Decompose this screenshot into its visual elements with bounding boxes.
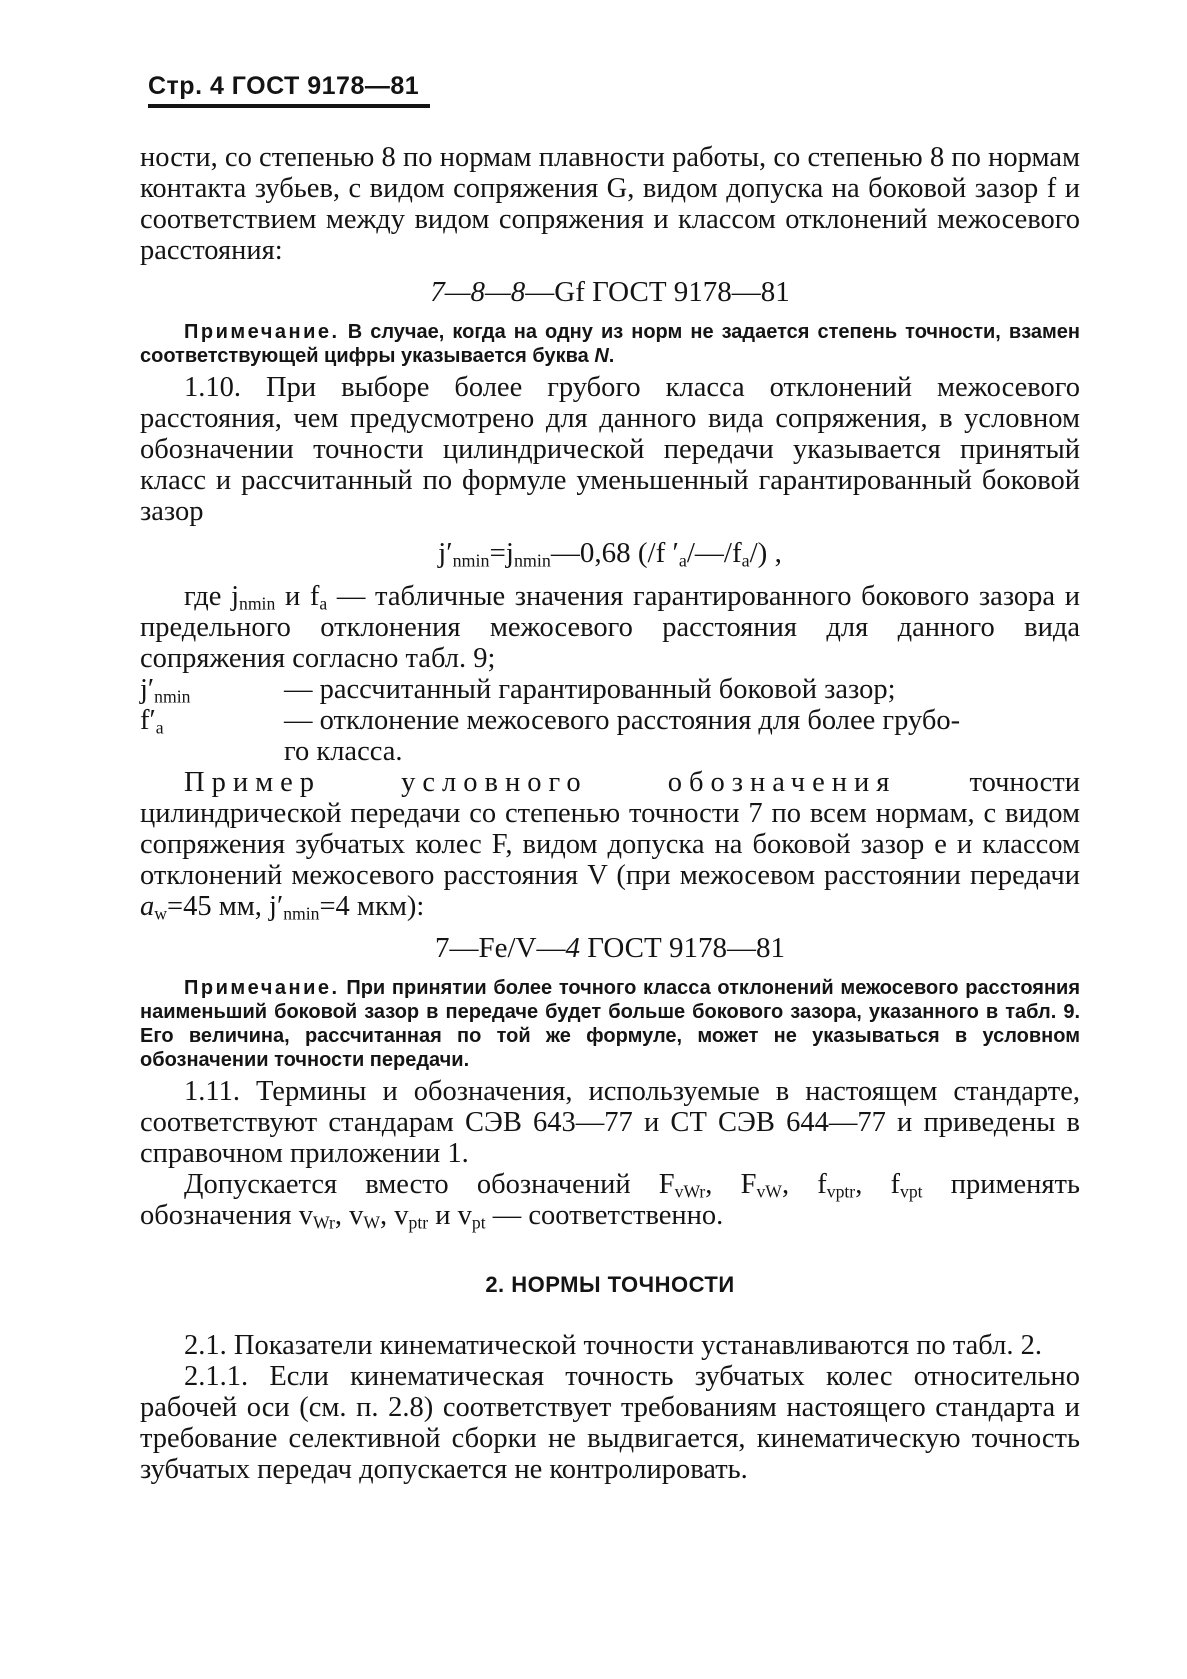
where-lead: где j <box>184 581 239 612</box>
formula-2-eq-sub: nmin <box>513 550 551 571</box>
note-1 <box>140 320 1080 368</box>
note-2-label: Примечание. <box>184 977 340 999</box>
clearance-formula <box>140 537 1080 569</box>
definition-j-nmin <box>140 674 1080 705</box>
formula-3-pre: 7—Fe/V— <box>435 932 566 964</box>
formula-2-mid2: /—/f <box>686 537 742 569</box>
formula-2-lhs: j′ <box>438 537 453 569</box>
formula-3-rest: ГОСТ 9178—81 <box>580 932 785 964</box>
definition-f-a <box>140 705 1080 736</box>
section-2-title: 2. НОРМЫ ТОЧНОСТИ <box>485 1272 735 1297</box>
formula-2-mid-sub: a <box>678 550 687 571</box>
formula-2-eq: =j <box>489 537 514 569</box>
formula-2-mid2-sub: a <box>741 550 750 571</box>
example-j-sub: nmin <box>283 903 320 924</box>
designation-formula-1 <box>140 276 1080 308</box>
example-lead: Пример условного обозначения <box>184 767 897 798</box>
example-text: точности цилиндрической передачи со степенью точности 7 по всем нормам, с видом сопряжения зубчатых колес F, видом допуска на боковой зазор е и классом отклонений межосевого расстояния V (при межосевом расстоянии передачи <box>140 767 1080 891</box>
where-and-sub: a <box>319 593 328 614</box>
paragraph-continuation: ности, со степенью 8 по нормам плавности работы, со степенью 8 по нормам контакта зубьев, с видом сопряжения G, видом допуска на боковой зазор f и соответствием между видом сопряжения и классом отклонений межосевого расстояния: <box>140 142 1080 266</box>
formula-1-digits: 7—8—8 <box>430 276 526 308</box>
where-lead-sub: nmin <box>239 593 276 614</box>
paragraph-2-1-1: 2.1.1. Если кинематическая точность зубчатых колес относительно рабочей оси (см. п. 2.8) соответствует требованиям настоящего стандарта и требование селективной сборки не выдвигается, кинематическую точность зубчатых передач допускается не контролировать. <box>140 1361 1080 1485</box>
example-paragraph <box>140 767 1080 922</box>
formula-1-rest: —Gf ГОСТ 9178—81 <box>525 276 790 308</box>
note-1-end: . <box>608 345 615 367</box>
note-1-text: В случае, когда на одну из норм не задается степень точности, взамен соответствующей цифры указывается буква <box>140 321 1080 367</box>
note-2 <box>140 976 1080 1072</box>
note-1-label: Примечание. <box>184 321 340 343</box>
formula-3-italic: 4 <box>565 932 581 964</box>
example-aw-sub: w <box>154 903 168 924</box>
where-and: и f <box>275 581 320 612</box>
allowed-notation-paragraph: Допускается вместо обозначений $F_{vWr}$, $F_{vW}$, $f_{vptr}$, $f_{vpt}$ применять обозначения $v_{Wr}$, $v_W$, $v_{ptr}$ и $v_{pt}$ — соответственно. <box>140 1169 1080 1233</box>
paragraph-1-10: 1.10. При выборе более грубого класса отклонений межосевого расстояния, чем предусмотрено для данного вида сопряжения, в условном обозначении точности цилиндрической передачи указывается принятый класс и рассчитанный по формуле уменьшенный гарантированный боковой зазор <box>140 372 1080 527</box>
example-aw-value: =45 мм, j′ <box>167 891 284 922</box>
paragraph-1-11: 1.11. Термины и обозначения, используемые в настоящем стандарте, соответствуют стандарам СЭВ 643—77 и СТ СЭВ 644—77 и приведены в справочном приложении 1. <box>140 1076 1080 1169</box>
where-clause <box>140 581 1080 674</box>
definition-1-symbol: $j'_{nmin}$ <box>140 674 191 707</box>
where-text: — табличные значения гарантированного бокового зазора и предельного отклонения межосевого расстояния для данного вида сопряжения согласно табл. 9; <box>140 581 1080 674</box>
formula-2-end: /) , <box>749 537 782 569</box>
formula-2-lhs-sub: nmin <box>452 550 490 571</box>
definition-2-continuation: го класса. <box>284 736 403 767</box>
page-body <box>140 142 1080 1485</box>
designation-formula-2 <box>140 932 1080 964</box>
page-header: Стр. 4 ГОСТ 9178—81 <box>148 72 420 100</box>
formula-2-mid: —0,68 (/f ′ <box>550 537 679 569</box>
example-aw: a <box>140 891 155 922</box>
paragraph-2-1: 2.1. Показатели кинематической точности устанавливаются по табл. 2. <box>184 1330 1042 1361</box>
note-1-letter: N <box>594 345 609 367</box>
definition-1-text: — рассчитанный гарантированный боковой зазор; <box>284 674 896 705</box>
definition-2-text: — отклонение межосевого расстояния для более грубо- <box>284 705 961 736</box>
example-end: =4 мкм): <box>319 891 425 922</box>
header-rule <box>148 104 430 108</box>
definition-2-symbol: $f'_a$ <box>140 705 164 738</box>
note-2-text: При принятии более точного класса отклонений межосевого расстояния наименьший боковой зазор в передаче будет больше бокового зазора, указанного в табл. 9. Его величина, рассчитанная по той же формуле, может не указываться в условном обозначении точности передачи. <box>140 977 1080 1071</box>
